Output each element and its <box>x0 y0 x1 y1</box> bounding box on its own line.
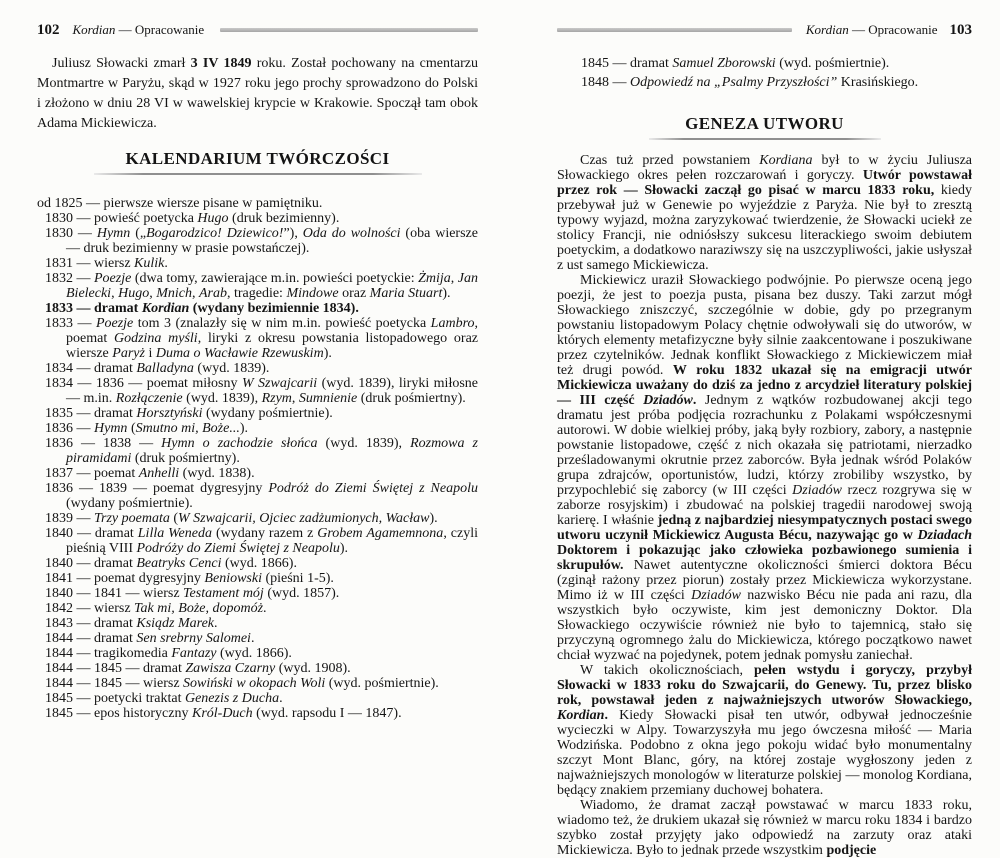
section-heading-geneza: GENEZA UTWORU <box>685 114 844 133</box>
timeline-entry: 1832 — Poezje (dwa tomy, zawierające m.in. powieści poetyckie: Żmija, Jan Bielecki, Hugo, Mnich, Arab, tragedie: Mindowe oraz Maria Stuart). <box>45 271 478 301</box>
right-page <box>557 22 972 858</box>
running-title: Kordian — Opracowanie <box>805 22 938 37</box>
timeline-entry: 1835 — dramat Horsztyński (wydany pośmiertnie). <box>45 406 333 421</box>
timeline-entry: 1844 — 1845 — dramat Zawisza Czarny (wyd. 1908). <box>45 661 351 676</box>
timeline-entry: 1840 — 1841 — wiersz Testament mój (wyd. 1857). <box>45 586 340 601</box>
timeline-entry: 1844 — dramat Sen srebrny Salomei. <box>45 631 255 646</box>
header-bar <box>220 28 478 32</box>
timeline-entry: 1837 — poemat Anhelli (wyd. 1838). <box>45 466 255 481</box>
timeline-entry: 1842 — wiersz Tak mi, Boże, dopomóż. <box>45 601 267 616</box>
section-heading-kalendarium: KALENDARIUM TWÓRCZOŚCI <box>125 149 390 168</box>
timeline-entry: od 1825 — pierwsze wiersze pisane w pamiętniku. <box>37 196 323 211</box>
page-header <box>37 22 478 38</box>
page-number: 102 <box>37 22 60 38</box>
timeline-entry: 1839 — Trzy poemata (W Szwajcarii, Ojciec zadżumionych, Wacław). <box>45 511 438 526</box>
heading-rule <box>649 138 881 140</box>
timeline-entry: 1841 — poemat dygresyjny Beniowski (pieśni 1-5). <box>45 571 334 586</box>
timeline-entry: 1834 — 1836 — poemat miłosny W Szwajcarii (wyd. 1839), liryki miłosne — m.in. Rozłączenie (wyd. 1839), Rzym, Sumnienie (druk pośmiertny). <box>45 376 478 406</box>
timeline-entry: 1831 — wiersz Kulik. <box>45 256 168 271</box>
timeline-entry: 1844 — tragikomedia Fantazy (wyd. 1866). <box>45 646 292 661</box>
timeline-entry: 1840 — dramat Beatryks Cenci (wyd. 1866). <box>45 556 297 571</box>
timeline-entry: 1834 — dramat Balladyna (wyd. 1839). <box>45 361 270 376</box>
body-paragraph: Mickiewicz uraził Słowackiego podwójnie. Po pierwsze oceną jego poezji, że jest to poezja pusta, pisana bez duszy. Taki zarzut mógł Słowackiego zniszczyć, szczególnie w dobie, gdy po przegranym powstaniu listopadowym Polacy chętnie odwoływali się do utworów, w których elementy metafizyczne były silnie zaakcentowane i poszukiwane przez czytelników. Jednak konflikt Słowackiego z Mickiewiczem miał też drugi powód. W roku 1832 ukazał się na emigracji utwór Mickiewicza uważany do dziś za jedno z arcydzieł literatury polskiej — III część Dziadów. Jednym z wątków rozbudowanej akcji tego dramatu jest próba podjęcia rozrachunku z Polakami współczesnymi autorowi. W dobie wielkiej próby, jaką były rozbiory, zabory, a następnie powstanie listopadowe, część z nich okazała się patriotami, nierzadko prześladowanymi okrutnie przez zaborców. Była jednak wśród Polaków grupa zdrajców, oportunistów, ludzi, którzy zrobiliby wszystko, by przypochlebić się zaborcy (w III części Dziadów rzecz rozgrywa się w zaborze rosyjskim) i zbudować na polskiej tragedii narodowej swoją karierę. I właśnie jedną z najbardziej niesympatycznych postaci swego utworu uczynił Mickiewicz Augusta Bécu, nazywając go w Dziadach Doktorem i pokazując jako człowieka pozbawionego sumienia i skrupułów. Nawet autentyczne okoliczności śmierci doktora Bécu (zginął rażony przez piorun) zostały przez Mickiewicza wykorzystane. Mimo iż w III części Dziadów nazwisko Bécu nie pada ani razu, dla wszystkich było oczywiste, kim jest demoniczny Doktor. Dla Słowackiego oczywiście również nie było to tajemnicą, stało się przyczyną ogromnego żalu do Mickiewicza, którego początkowo nawet chciał wyzwać na pojedynek, potem jednak pomysłu zaniechał. <box>557 273 972 663</box>
timeline-entry: 1840 — dramat Lilla Weneda (wydany razem z Grobem Agamemnona, czyli pieśnią VIII Podróży do Ziemi Świętej z Neapolu). <box>45 526 478 556</box>
body-paragraph: Wiadomo, że dramat zaczął powstawać w marcu 1833 roku, wiadomo też, że drukiem ukazał się również w marcu roku 1834 i bardzo szybko został przyjęty jako odpowiedź na zarzuty oraz ataki Mickiewicza. Było to jednak przede wszystkim podjęcie <box>557 798 972 858</box>
body-paragraphs <box>557 153 972 858</box>
timeline-entry: 1836 — 1838 — Hymn o zachodzie słońca (wyd. 1839), Rozmowa z piramidami (druk pośmiertny). <box>45 436 479 466</box>
page-number: 103 <box>949 22 972 38</box>
heading-rule <box>94 173 422 175</box>
timeline-entry: 1845 — epos historyczny Król-Duch (wyd. rapsodu I — 1847). <box>45 706 402 721</box>
body-paragraph: Czas tuż przed powstaniem Kordiana był to w życiu Juliusza Słowackiego okres pełen rozczarowań i goryczy. Utwór powstawał przez rok — Słowacki zaczął go pisać w marcu 1833 roku, kiedy przebywał już w Genewie po wyjeździe z Paryża. Nie był to zresztą typowy wyjazd, można zaryzykować twierdzenie, że Słowacki uciekł ze stolicy Francji, nie odniósłszy sukcesu literackiego swoim debiutem poetyckim, a dodatkowo naraziwszy się na uszczypliwości, jakie usłyszał z ust samego Mickiewicza. <box>557 153 973 273</box>
timeline-entry: 1843 — dramat Ksiądz Marek. <box>45 616 218 631</box>
running-title: Kordian — Opracowanie <box>72 22 205 37</box>
timeline-entry: 1830 — Hymn („Bogarodzico! Dziewico!”), Oda do wolności (oba wiersze — druk bezimienny w prasie powstańczej). <box>45 226 478 256</box>
header-bar <box>557 28 792 32</box>
body-paragraph: W takich okolicznościach, pełen wstydu i goryczy, przybył Słowacki w 1833 roku do Szwajcarii, do Genewy. Tu, przez blisko rok, powstawał jeden z najważniejszych utworów Słowackiego, Kordian. Kiedy Słowacki pisał ten utwór, odbywał jednocześnie wycieczki w Alpy. Towarzyszyła mu jego ówczesna miłość — Maria Wodzińska. Podobno z okna jego pokoju widać było monumentalny szczyt Mont Blanc, góry, na której zostaje wygłoszony jeden z najważniejszych monologów w literaturze polskiej — monolog Kordiana, będący znakiem przemiany duchowej bohatera. <box>557 663 972 798</box>
timeline-list <box>37 196 478 721</box>
timeline-entry: 1830 — powieść poetycka Hugo (druk bezimienny). <box>45 211 340 226</box>
timeline-entry: 1836 — 1839 — poemat dygresyjny Podróż do Ziemi Świętej z Neapolu (wydany pośmiertnie). <box>45 481 478 511</box>
timeline-entry: 1848 — Odpowiedź na „Psalmy Przyszłości” Krasińskiego. <box>581 75 919 90</box>
left-page <box>37 22 478 721</box>
timeline-entry: 1845 — dramat Samuel Zborowski (wyd. pośmiertnie). <box>581 56 890 71</box>
intro-paragraph: Juliusz Słowacki zmarł 3 IV 1849 roku. Został pochowany na cmentarzu Montmartre w Paryżu, skąd w 1927 roku jego prochy sprowadzono do Polski i złożono w dniu 28 VI w wawelskiej krypcie w Krakowie. Spoczął tam obok Adama Mickiewicza. <box>37 56 478 131</box>
timeline-entry: 1836 — Hymn (Smutno mi, Boże...). <box>45 421 248 436</box>
timeline-entry: 1844 — 1845 — wiersz Sowiński w okopach Woli (wyd. pośmiertnie). <box>45 676 439 691</box>
timeline-entry: 1845 — poetycki traktat Genezis z Ducha. <box>45 691 283 706</box>
page-header <box>557 22 972 38</box>
timeline-entry: 1833 — Poezje tom 3 (znalazły się w nim m.in. powieść poetycka Lambro, poemat Godzina myśli, liryki z okresu powstania listopadowego oraz wiersze Paryż i Duma o Wacławie Rzewuskim). <box>45 316 479 361</box>
timeline-continued-list <box>557 54 972 92</box>
timeline-entry: 1833 — dramat Kordian (wydany bezimiennie 1834). <box>45 301 359 316</box>
